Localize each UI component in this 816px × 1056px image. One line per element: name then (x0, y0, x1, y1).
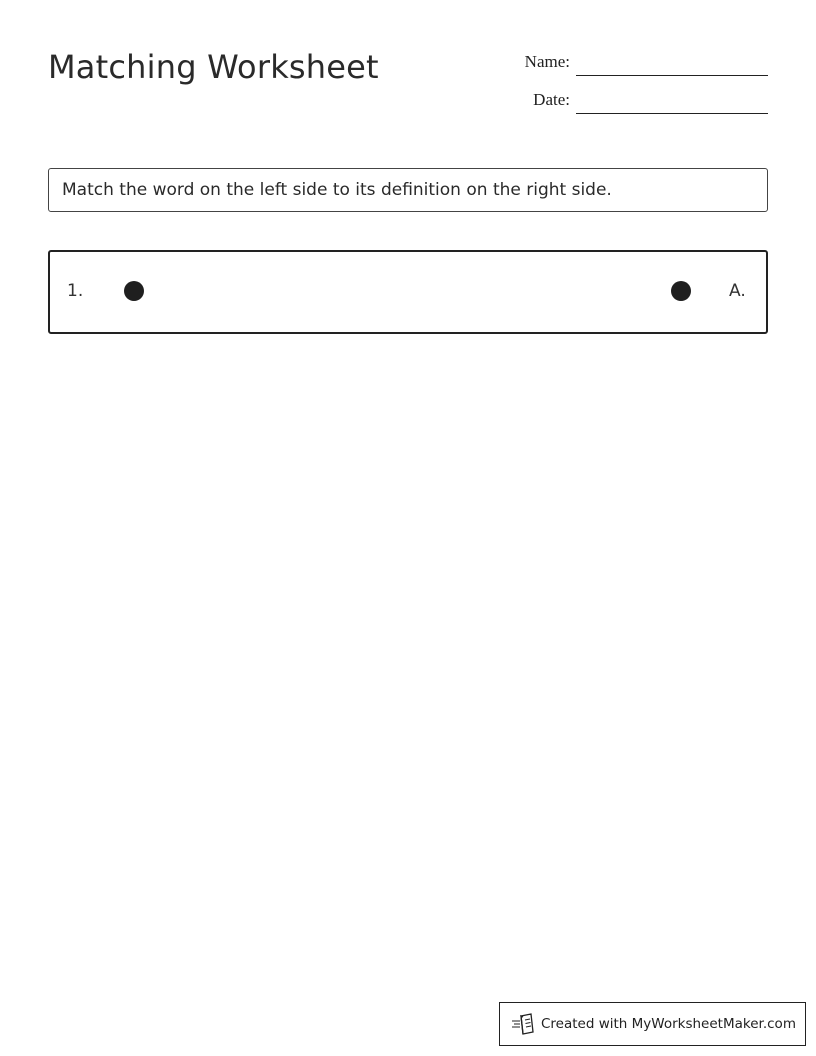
footer-badge (499, 1002, 806, 1046)
name-field (525, 52, 768, 72)
worksheet-maker-logo-icon (511, 1013, 535, 1035)
right-item-letter: A. (729, 281, 746, 301)
left-item-number: 1. (67, 281, 84, 301)
right-connector-dot[interactable] (671, 281, 691, 301)
date-field (533, 90, 768, 110)
left-connector-dot[interactable] (124, 281, 144, 301)
page-title: Matching Worksheet (48, 48, 379, 86)
name-line[interactable] (576, 75, 768, 76)
name-label: Name: (524, 52, 570, 71)
date-label: Date: (533, 90, 570, 109)
match-row (50, 252, 766, 332)
footer-text: Created with MyWorksheetMaker.com (541, 1016, 796, 1032)
date-line[interactable] (576, 113, 768, 114)
instructions-text: Match the word on the left side to its definition on the right side. (62, 180, 612, 200)
matching-box (48, 250, 768, 334)
instructions-box (48, 168, 768, 212)
